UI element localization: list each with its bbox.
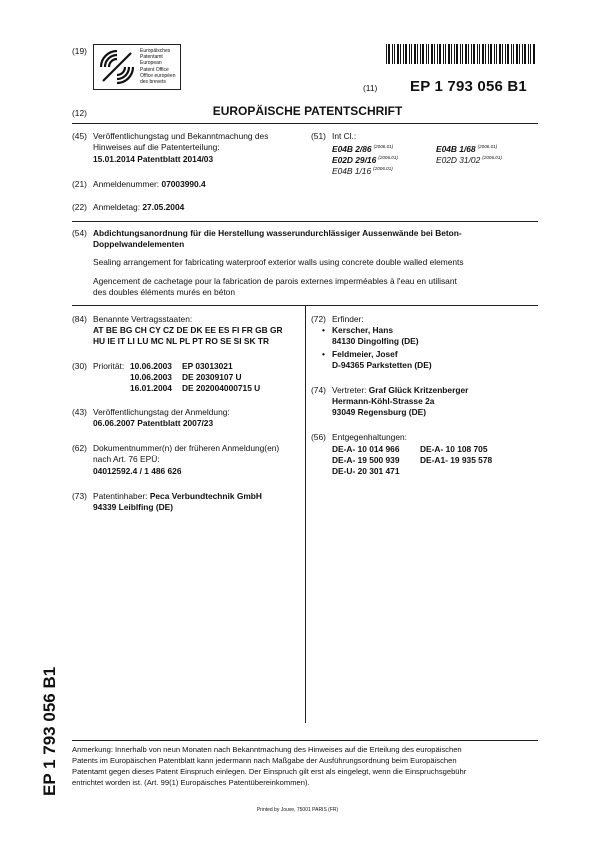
barcode-bar — [482, 44, 484, 64]
barcode-bar — [485, 44, 486, 64]
grant-date-value: 15.01.2014 Patentblatt 2014/03 — [93, 154, 214, 164]
application-number-label: Anmeldenummer: — [93, 179, 160, 189]
earlier-application-value: 04012592.4 / 1 486 626 — [93, 466, 182, 476]
ipc-code: E04B 2/86 — [332, 144, 372, 154]
citation: DE-A- 10 014 966 — [332, 444, 400, 454]
representative-label: Vertreter: — [332, 385, 367, 395]
title-fr: des doubles éléments murés en béton — [93, 287, 235, 297]
barcode-bar — [386, 44, 387, 64]
barcode-bar — [488, 44, 489, 64]
ipc-version: (2006.01) — [373, 166, 393, 171]
office-name-line: Patentamt — [140, 54, 163, 61]
header-rule — [72, 123, 538, 124]
barcode-bar — [513, 44, 514, 64]
inid-code-19: (19) — [72, 46, 87, 56]
barcode-bar — [465, 44, 467, 64]
inventor-name: • Feldmeier, Josef — [332, 349, 398, 360]
ipc-code: E02D 29/16 — [332, 155, 377, 165]
barcode-bar — [400, 44, 401, 64]
barcode-bar — [511, 44, 512, 64]
printer-imprint: Printed by Jouve, 75001 PARIS (FR) — [256, 807, 339, 813]
representative-name: Graf Glück Kritzenberger — [368, 385, 469, 395]
priority-date: 10.06.2003 — [130, 372, 172, 382]
earlier-application-label: Dokumentnummer(n) der früheren Anmeldung(en) — [93, 443, 280, 453]
ipc-class — [436, 153, 502, 166]
grant-date-label: Hinweises auf die Patenterteilung: — [93, 142, 220, 152]
barcode-bar — [477, 44, 478, 64]
title-en: Sealing arrangement for fabricating waterproof exterior walls using concrete double walled elements — [93, 257, 464, 267]
title-fr: Agencement de cachetage pour la fabrication de parois externes imperméables à l'eau en utilisant — [93, 276, 457, 286]
proprietor-name: Peca Verbundtechnik GmbH — [149, 491, 262, 501]
barcode-bar — [414, 44, 416, 64]
inid-code-43: (43) — [72, 407, 87, 417]
inid-code-22: (22) — [72, 202, 87, 212]
inid-code-45: (45) — [72, 131, 87, 141]
barcode-bar — [411, 44, 412, 64]
office-name-line: Patent Office — [140, 66, 169, 73]
barcode-bar — [494, 44, 495, 64]
office-name-line: European — [140, 60, 162, 67]
column-divider — [305, 305, 306, 723]
barcode-bar — [434, 44, 435, 64]
barcode-bar — [405, 44, 407, 64]
designated-states-label: Benannte Vertragsstaaten: — [93, 314, 193, 324]
application-number — [93, 179, 206, 190]
barcode-bar — [507, 44, 509, 64]
barcode-bar — [426, 44, 427, 64]
document-kind-title: EUROPÄISCHE PATENTSCHRIFT — [212, 104, 403, 118]
barcode-bar — [519, 44, 520, 64]
publication-date-value: 06.06.2007 Patentblatt 2007/23 — [93, 418, 214, 428]
barcode-bar — [397, 44, 399, 64]
inid-code-11: (11) — [363, 83, 378, 93]
barcode-bar — [454, 44, 455, 64]
ipc-code: E04B 1/68 — [436, 144, 476, 154]
inid-code-12: (12) — [72, 108, 87, 118]
priority-ref: DE 202004000715 U — [182, 383, 261, 393]
barcode-bar — [445, 44, 446, 64]
barcode-bar — [448, 44, 450, 64]
citation: DE-U- 20 301 471 — [332, 466, 400, 476]
inid-code-72: (72) — [311, 314, 326, 324]
citation: DE-A- 10 108 705 — [420, 444, 488, 454]
title-de: Doppelwandelementen — [93, 239, 185, 249]
barcode-bar — [471, 44, 472, 64]
ipc-version: (2006.01) — [477, 144, 498, 149]
earlier-application-label: nach Art. 76 EPÜ: — [93, 454, 160, 464]
barcode-bar — [462, 44, 463, 64]
barcode — [386, 44, 538, 64]
int-cl-label: Int Cl.: — [332, 131, 357, 141]
inventors-label: Erfinder: — [332, 314, 364, 324]
ipc-version: (2006.01) — [378, 155, 398, 160]
barcode-bar — [451, 44, 452, 64]
barcode-bar — [505, 44, 506, 64]
barcode-bar — [456, 44, 458, 64]
designated-states: AT BE BG CH CY CZ DE DK EE ES FI FR GB GR — [93, 325, 283, 335]
priority-date: 10.06.2003 — [130, 361, 172, 371]
barcode-bar — [409, 44, 410, 64]
barcode-bar — [533, 44, 535, 64]
barcode-bar — [473, 44, 475, 64]
priority-date: 16.01.2004 — [130, 383, 172, 393]
barcode-bar — [479, 44, 480, 64]
ipc-version: (2006.01) — [482, 155, 502, 160]
office-name-line: Office européen — [140, 72, 176, 79]
ipc-code: E02D 31/02 — [436, 155, 481, 165]
inid-code-51: (51) — [311, 131, 326, 141]
barcode-bar — [460, 44, 461, 64]
inid-code-56: (56) — [311, 432, 326, 442]
ipc-version: (2006.01) — [373, 144, 394, 149]
barcode-bar — [417, 44, 418, 64]
barcode-bar — [420, 44, 421, 64]
barcode-bar — [394, 44, 395, 64]
inid-code-73: (73) — [72, 491, 87, 501]
barcode-bar — [437, 44, 438, 64]
footnote-line: Anmerkung: Innerhalb von neun Monaten nach Bekanntmachung des Hinweises auf die Erteilung des europäischen — [72, 745, 462, 754]
footnote-line: Patentamt gegen dieses Patent Einspruch einlegen. Der Einspruch gilt erst als eingelegt, wenn die Einspruchsgebühr — [72, 767, 467, 776]
side-publication-number: EP 1 793 056 B1 — [40, 666, 59, 796]
barcode-bar — [431, 44, 433, 64]
inventor-name: • Kerscher, Hans — [332, 325, 393, 336]
grant-date-label: Veröffentlichungstag und Bekanntmachung des — [93, 131, 269, 141]
priority-label: Priorität: — [93, 361, 125, 371]
priority-ref: DE 20309107 U — [182, 372, 242, 382]
barcode-bar — [524, 44, 526, 64]
footnote-rule — [72, 740, 538, 741]
inid-code-62: (62) — [72, 443, 87, 453]
ipc-class — [332, 164, 393, 177]
rule-above-title — [72, 221, 538, 222]
barcode-bar — [528, 44, 529, 64]
publication-date-label: Veröffentlichungstag der Anmeldung: — [93, 407, 230, 417]
barcode-bar — [502, 44, 503, 64]
filing-date-label: Anmeldetag: — [93, 202, 141, 212]
barcode-bar — [422, 44, 424, 64]
proprietor — [93, 491, 262, 502]
application-number-value: 07003990.4 — [161, 179, 206, 189]
barcode-bar — [428, 44, 429, 64]
filing-date-value: 27.05.2004 — [142, 202, 185, 212]
barcode-bar — [496, 44, 497, 64]
citations-label: Entgegenhaltungen: — [332, 432, 407, 442]
footnote-line: entrichtet worden ist. (Art. 99(1) Europäisches Patentübereinkommen). — [72, 778, 310, 787]
barcode-bar — [522, 44, 523, 64]
proprietor-label: Patentinhaber: — [93, 491, 148, 501]
inid-code-74: (74) — [311, 385, 326, 395]
citation: DE-A1- 19 935 578 — [420, 455, 493, 465]
inid-code-21: (21) — [72, 179, 87, 189]
office-name-line: Europäisches — [140, 48, 171, 54]
representative-address: 93049 Regensburg (DE) — [332, 407, 427, 417]
epo-logo — [93, 44, 181, 90]
representative-address: Hermann-Köhl-Strasse 2a — [332, 396, 435, 406]
ipc-code: E04B 1/16 — [332, 166, 372, 176]
barcode-bar — [439, 44, 441, 64]
barcode-bar — [490, 44, 492, 64]
publication-number: EP 1 793 056 B1 — [410, 78, 527, 95]
designated-states: HU IE IT LI LU MC NL PL PT RO SE SI SK TR — [93, 336, 270, 346]
title-de: Abdichtungsanordnung für die Herstellung wasserundurchlässiger Aussenwände bei Beton- — [93, 228, 462, 238]
barcode-bar — [392, 44, 393, 64]
barcode-bar — [499, 44, 501, 64]
barcode-bar — [388, 44, 390, 64]
proprietor-address: 94339 Leiblfing (DE) — [93, 502, 174, 512]
filing-date — [93, 202, 184, 213]
epo-emblem-icon — [97, 47, 137, 87]
inventor-address: D-94365 Parkstetten (DE) — [332, 360, 432, 370]
barcode-bar — [516, 44, 518, 64]
barcode-bar — [443, 44, 444, 64]
barcode-bar — [530, 44, 531, 64]
citation: DE-A- 19 500 939 — [332, 455, 400, 465]
barcode-bar — [403, 44, 404, 64]
footnote-line: Patents im Europäischen Patentblatt kann jedermann nach Maßgabe der Ausführungsordnung beim Europäischen — [72, 756, 457, 765]
inid-code-30: (30) — [72, 361, 87, 371]
office-name-line: des brevets — [140, 79, 166, 86]
inid-code-54: (54) — [72, 228, 87, 238]
inid-code-84: (84) — [72, 314, 87, 324]
inventor-address: 84130 Dingolfing (DE) — [332, 336, 419, 346]
representative — [332, 385, 468, 396]
priority-ref: EP 03013021 — [182, 361, 233, 371]
barcode-bar — [468, 44, 469, 64]
